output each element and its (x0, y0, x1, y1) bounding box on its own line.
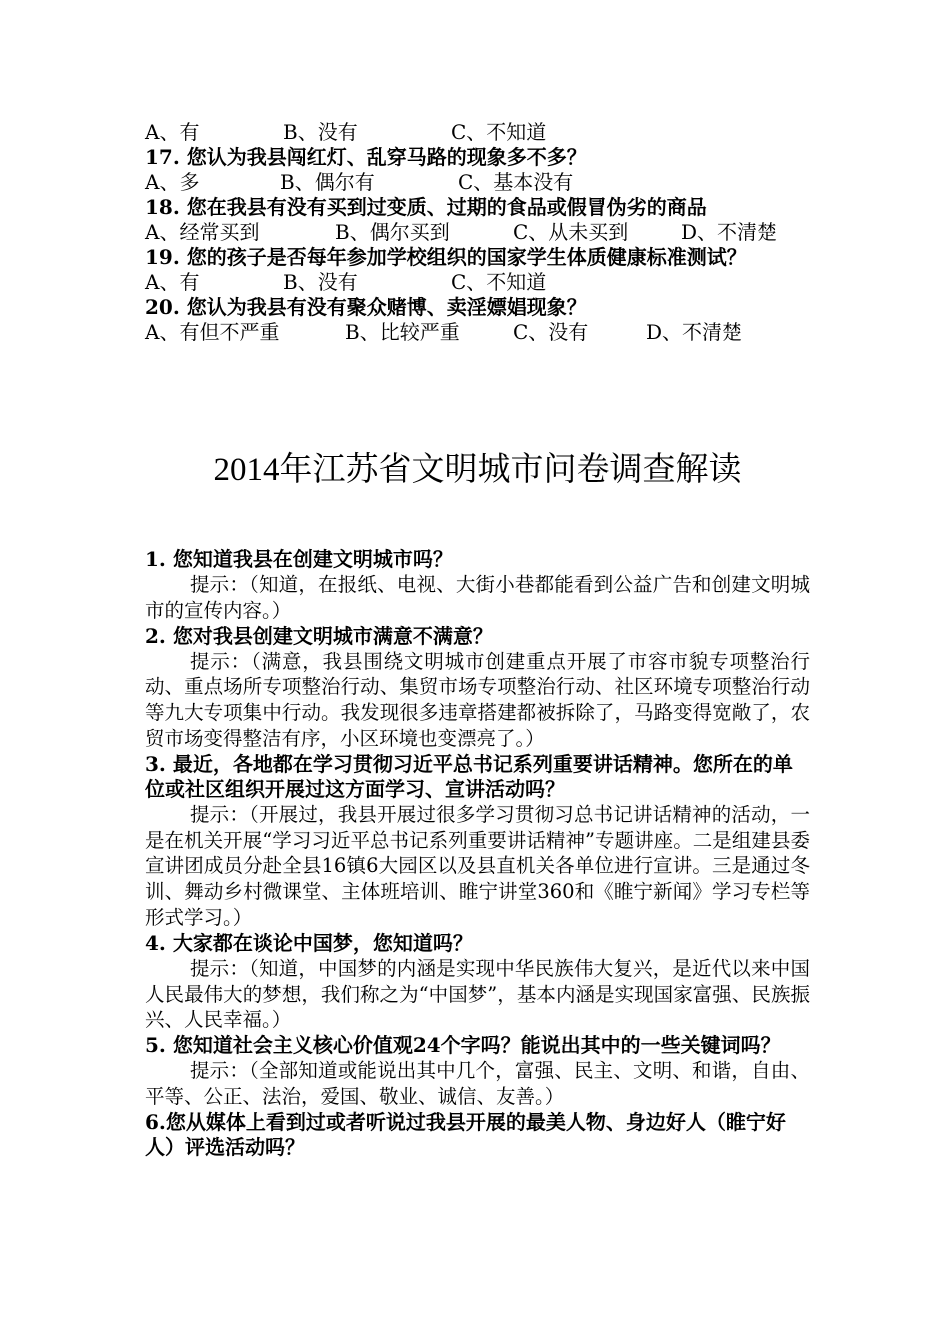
question-19: 19. 您的孩子是否每年参加学校组织的国家学生体质健康标准测试？ (145, 245, 747, 269)
item-5-question: 5. 您知道社会主义核心价值观24个字吗？能说出其中的一些关键词吗？ (145, 1033, 781, 1058)
document-page (145, 120, 810, 1160)
item-4-hint: 提示：（知道，中国梦的内涵是实现中华民族伟大复兴，是近代以来中国人民最伟大的梦想，我们称之为“中国梦”，基本内涵是实现国家富强、民族振兴、人民幸福。） (145, 956, 810, 1032)
q16-options (145, 120, 810, 145)
option: C、基本没有 (458, 170, 574, 194)
item-6-question: 6.您从媒体上看到过或者听说过我县开展的最美人物、身边好人（睢宁好人）评选活动吗？ (145, 1109, 786, 1159)
item-2-question: 2. 您对我县创建文明城市满意不满意？ (145, 623, 493, 648)
q17-options (145, 170, 810, 195)
option: D、不清楚 (646, 320, 743, 344)
item-3-hint: 提示：（开展过，我县开展过很多学习贯彻习总书记讲话精神的活动，一是在机关开展“学习习近平总书记系列重要讲话精神”专题讲座。二是组建县委宣讲团成员分赴全县16镇6大园区以及县直机关各单位进行宣讲。三是通过冬训、舞动乡村微课堂、主体班培训、睢宁讲堂360和《睢宁新闻》学习专栏等形式学习。） (145, 802, 810, 929)
question-20: 20. 您认为我县有没有聚众赌博、卖淫嫖娼现象？ (145, 295, 587, 319)
item-4-question: 4. 大家都在谈论中国梦，您知道吗？ (145, 930, 473, 955)
q19-options (145, 270, 810, 295)
item-2-hint: 提示：（满意，我县围绕文明城市创建重点开展了市容市貌专项整治行动、重点场所专项整治行动、集贸市场专项整治行动、社区环境专项整治行动等九大专项集中行动。我发现很多违章搭建都被拆除了，马路变得宽敞了，农贸市场变得整洁有序，小区环境也变漂亮了。） (145, 649, 810, 750)
option: B、没有 (283, 270, 358, 294)
page-title: 2014年江苏省文明城市问卷调查解读 (213, 452, 742, 488)
q18-options (145, 220, 810, 245)
item-5-hint: 提示：（全部知道或能说出其中几个，富强、民主、文明、和谐，自由、平等、公正、法治，爱国、敬业、诚信、友善。） (145, 1059, 810, 1108)
option: A、有 (145, 270, 200, 294)
item-3-question: 3. 最近，各地都在学习贯彻习近平总书记系列重要讲话精神。您所在的单位或社区组织开展过这方面学习、宣讲活动吗？ (145, 751, 793, 801)
item-1-hint: 提示：（知道，在报纸、电视、大街小巷都能看到公益广告和创建文明城市的宣传内容。） (145, 573, 810, 622)
option: A、有但不严重 (145, 320, 280, 344)
q20-options (145, 320, 810, 345)
option: A、经常买到 (145, 220, 260, 244)
question-18: 18. 您在我县有没有买到过变质、过期的食品或假冒伪劣的商品 (145, 195, 707, 219)
option: C、没有 (513, 320, 589, 344)
option: B、偶尔买到 (335, 220, 450, 244)
option: C、不知道 (451, 270, 547, 294)
item-1-question: 1. 您知道我县在创建文明城市吗？ (145, 547, 453, 571)
option: B、偶尔有 (280, 170, 375, 194)
question-17: 17. 您认为我县闯红灯、乱穿马路的现象多不多？ (145, 145, 587, 169)
option: B、比较严重 (345, 320, 460, 344)
option: A、有 (145, 120, 200, 144)
option: B、没有 (283, 120, 358, 144)
option: C、从未买到 (513, 220, 629, 244)
option: D、不清楚 (681, 220, 778, 244)
option: C、不知道 (451, 120, 547, 144)
option: A、多 (145, 170, 200, 194)
